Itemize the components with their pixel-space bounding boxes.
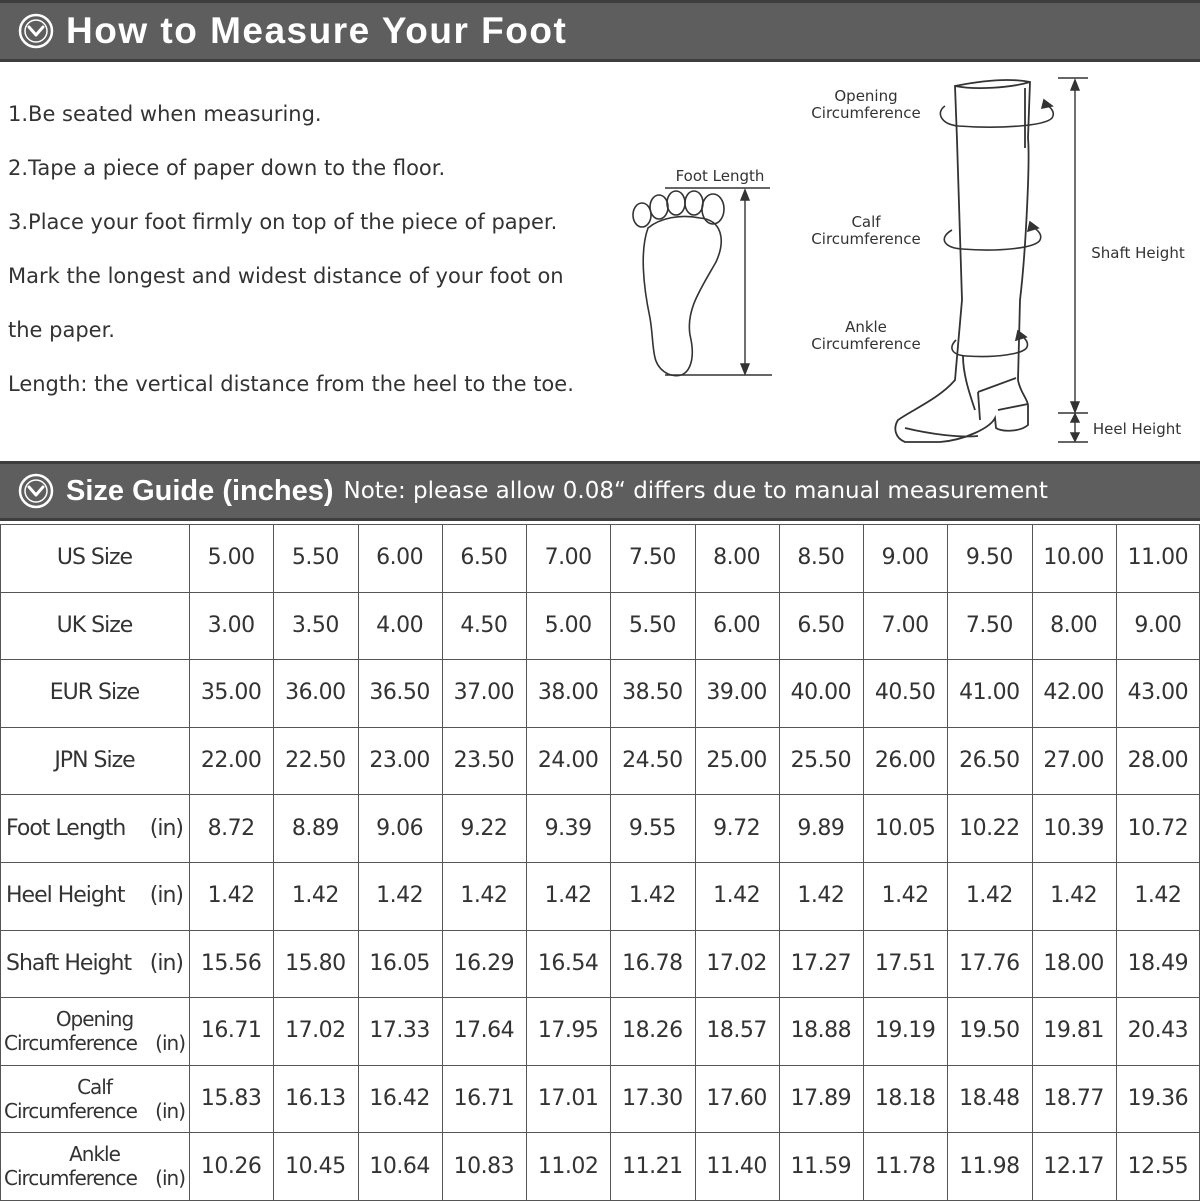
table-cell: 17.02: [706, 950, 767, 976]
table-cell: 10.64: [369, 1153, 430, 1179]
table-cell: 35.00: [200, 680, 262, 706]
table-cell: 10.05: [874, 815, 936, 841]
table-cell: 8.00: [713, 545, 761, 571]
table-cell: 11.78: [874, 1153, 936, 1179]
table-cell: 19.19: [874, 1018, 936, 1044]
table-cell: 4.00: [376, 612, 424, 638]
table-cell: 39.00: [706, 680, 767, 706]
table-cell: 5.00: [207, 545, 255, 571]
chevron-down-circle-icon: [18, 473, 54, 509]
ankle-label-line1: Ankle: [845, 318, 887, 336]
table-cell: 10.26: [200, 1153, 262, 1179]
table-cell: 18.49: [1127, 950, 1189, 976]
row-header-line2: [0, 1166, 189, 1190]
table-cell: 18.88: [790, 1018, 852, 1044]
table-cell: 5.50: [628, 612, 676, 638]
table-cell: 9.55: [628, 815, 676, 841]
row-header-unit: (in): [149, 815, 183, 841]
table-cell: 17.64: [453, 1018, 515, 1044]
size-guide-header: [0, 461, 1200, 521]
step-2: 2.Tape a piece of paper down to the floor.: [8, 156, 446, 180]
table-cell: 5.50: [291, 545, 339, 571]
size-guide-note: Note: please allow 0.08“ differs due to manual measurement: [343, 478, 1048, 504]
row-header-line1: Opening: [55, 1006, 134, 1031]
row-header-line2: [0, 1099, 189, 1123]
table-cell: 17.76: [959, 950, 1020, 976]
table-cell: 8.50: [797, 545, 845, 571]
row-header-unit: (in): [149, 950, 183, 976]
table-cell: 1.42: [965, 883, 1013, 909]
row-header: US Size: [56, 545, 133, 571]
table-cell: 11.40: [706, 1153, 767, 1179]
table-cell: 10.22: [959, 815, 1020, 841]
table-cell: 11.21: [622, 1153, 683, 1179]
table-cell: 9.89: [797, 815, 845, 841]
calf-label-line1: Calf: [851, 213, 881, 231]
table-cell: 36.00: [285, 680, 346, 706]
row-header: [0, 862, 189, 930]
table-cell: 1.42: [291, 883, 339, 909]
table-cell: 16.54: [537, 950, 599, 976]
step-3-cont-2: the paper.: [8, 318, 115, 342]
chevron-down-circle-icon: [18, 13, 54, 49]
table-cell: 22.50: [285, 748, 346, 774]
table-cell: 12.55: [1127, 1153, 1189, 1179]
table-cell: 3.50: [291, 612, 339, 638]
table-cell: 19.50: [959, 1018, 1020, 1044]
row-header-line1: Ankle: [69, 1142, 120, 1167]
table-cell: 17.33: [369, 1018, 430, 1044]
table-cell: 6.00: [376, 545, 424, 571]
table-cell: 18.18: [874, 1086, 936, 1112]
table-cell: 10.39: [1043, 815, 1104, 841]
table-cell: 1.42: [544, 883, 592, 909]
table-cell: 23.00: [369, 748, 430, 774]
table-cell: 16.29: [453, 950, 515, 976]
table-cell: 1.42: [797, 883, 845, 909]
table-cell: 9.22: [460, 815, 508, 841]
table-cell: 17.30: [622, 1086, 683, 1112]
table-cell: 17.95: [537, 1018, 599, 1044]
table-cell: 18.00: [1043, 950, 1104, 976]
table-cell: 5.00: [544, 612, 592, 638]
row-header-unit: (in): [155, 1098, 185, 1123]
heel-height-label: Heel Height: [1092, 420, 1182, 438]
measure-header: [0, 0, 1200, 62]
table-cell: 7.00: [881, 612, 929, 638]
shaft-height-marker: [1058, 78, 1088, 442]
table-cell: 1.42: [1050, 883, 1098, 909]
table-cell: 16.42: [369, 1086, 430, 1112]
table-cell: 17.02: [285, 1018, 346, 1044]
opening-label-line1: Opening: [834, 87, 898, 105]
table-cell: 27.00: [1043, 748, 1104, 774]
ankle-label-line2: Circumference: [811, 335, 921, 353]
table-cell: 25.50: [790, 748, 852, 774]
table-cell: 3.00: [207, 612, 255, 638]
table-cell: 15.80: [285, 950, 346, 976]
table-cell: 16.05: [369, 950, 430, 976]
table-cell: 1.42: [1134, 883, 1182, 909]
row-header: JPN Size: [54, 748, 135, 774]
shaft-height-label: Shaft Height: [1091, 244, 1185, 262]
table-cell: 9.00: [881, 545, 929, 571]
calf-label-line2: Circumference: [811, 230, 921, 248]
table-cell: 10.72: [1127, 815, 1189, 841]
table-cell: 8.72: [207, 815, 255, 841]
table-cell: 40.50: [874, 680, 936, 706]
table-cell: 17.60: [706, 1086, 767, 1112]
row-header: [0, 997, 189, 1065]
row-header-line1: Calf: [77, 1074, 112, 1099]
table-cell: 26.50: [959, 748, 1020, 774]
table-cell: 17.01: [537, 1086, 599, 1112]
table-cell: 38.00: [537, 680, 599, 706]
table-cell: 16.71: [453, 1086, 515, 1112]
table-cell: 6.50: [797, 612, 845, 638]
row-header-unit: (in): [149, 883, 183, 909]
step-3-cont: Mark the longest and widest distance of your foot on: [8, 264, 564, 288]
row-header-line2: [0, 1031, 189, 1055]
table-cell: 11.98: [959, 1153, 1020, 1179]
table-cell: 25.00: [706, 748, 767, 774]
row-header-label: Foot Length: [6, 815, 126, 841]
table-cell: 6.50: [460, 545, 508, 571]
table-cell: 20.43: [1127, 1018, 1189, 1044]
table-cell: 37.00: [453, 680, 515, 706]
table-cell: 18.26: [622, 1018, 683, 1044]
measure-title: How to Measure Your Foot: [66, 10, 568, 51]
measurement-diagram: [0, 62, 1200, 461]
table-cell: 24.50: [622, 748, 683, 774]
table-cell: 17.89: [790, 1086, 852, 1112]
row-header-label: Circumference: [4, 1030, 137, 1055]
table-cell: 18.57: [706, 1018, 767, 1044]
table-cell: 19.36: [1127, 1086, 1189, 1112]
row-header: EUR Size: [49, 680, 140, 706]
table-cell: 7.50: [965, 612, 1013, 638]
table-cell: 9.06: [376, 815, 424, 841]
table-cell: 10.00: [1043, 545, 1104, 571]
table-cell: 8.00: [1050, 612, 1098, 638]
table-cell: 1.42: [628, 883, 676, 909]
table-cell: 1.42: [207, 883, 255, 909]
table-cell: 11.02: [537, 1153, 599, 1179]
table-cell: 26.00: [874, 748, 936, 774]
step-1: 1.Be seated when measuring.: [8, 102, 322, 126]
boot-outline-icon: [895, 80, 1030, 442]
row-header-label: Heel Height: [6, 883, 125, 909]
table-cell: 28.00: [1127, 748, 1189, 774]
table-cell: 10.45: [285, 1153, 346, 1179]
table-cell: 22.00: [200, 748, 262, 774]
table-cell: 43.00: [1127, 680, 1189, 706]
table-cell: 16.78: [622, 950, 683, 976]
row-header: [0, 1132, 189, 1200]
table-cell: 19.81: [1043, 1018, 1104, 1044]
table-cell: 17.51: [874, 950, 936, 976]
table-cell: 7.00: [544, 545, 592, 571]
table-cell: 15.56: [200, 950, 262, 976]
table-cell: 18.77: [1043, 1086, 1104, 1112]
row-header-unit: (in): [155, 1166, 185, 1191]
row-header-label: Circumference: [4, 1098, 137, 1123]
table-cell: 10.83: [453, 1153, 515, 1179]
row-header: [0, 930, 189, 998]
row-header: UK Size: [56, 612, 133, 638]
table-cell: 9.72: [713, 815, 761, 841]
table-cell: 1.42: [713, 883, 761, 909]
table-cell: 1.42: [460, 883, 508, 909]
table-cell: 41.00: [959, 680, 1020, 706]
table-cell: 18.48: [959, 1086, 1020, 1112]
table-cell: 9.50: [965, 545, 1013, 571]
table-cell: 36.50: [369, 680, 430, 706]
table-cell: 12.17: [1043, 1153, 1104, 1179]
step-3: 3.Place your foot firmly on top of the piece of paper.: [8, 210, 558, 234]
table-cell: 9.39: [544, 815, 592, 841]
table-cell: 42.00: [1043, 680, 1104, 706]
table-cell: 16.13: [285, 1086, 346, 1112]
table-cell: 23.50: [453, 748, 515, 774]
table-cell: 38.50: [622, 680, 683, 706]
step-length-note: Length: the vertical distance from the heel to the toe.: [8, 372, 574, 396]
table-cell: 6.00: [713, 612, 761, 638]
foot-length-label: Foot Length: [675, 167, 765, 185]
table-cell: 11.00: [1127, 545, 1189, 571]
row-header-unit: (in): [155, 1030, 185, 1055]
table-cell: 7.50: [628, 545, 676, 571]
table-cell: 9.00: [1134, 612, 1182, 638]
table-cell: 16.71: [200, 1018, 262, 1044]
foot-outline-icon: [633, 191, 724, 376]
row-header: [0, 1065, 189, 1133]
opening-label-line2: Circumference: [811, 104, 921, 122]
table-cell: 24.00: [537, 748, 599, 774]
row-header: [0, 794, 189, 862]
table-cell: 11.59: [790, 1153, 852, 1179]
row-header-label: Shaft Height: [6, 950, 132, 976]
table-cell: 15.83: [200, 1086, 262, 1112]
table-cell: 1.42: [881, 883, 929, 909]
table-cell: 1.42: [376, 883, 424, 909]
size-guide-title: Size Guide (inches): [66, 474, 334, 507]
table-cell: 17.27: [790, 950, 852, 976]
table-cell: 8.89: [291, 815, 339, 841]
table-cell: 4.50: [460, 612, 508, 638]
table-cell: 40.00: [790, 680, 852, 706]
row-header-label: Circumference: [4, 1166, 137, 1191]
